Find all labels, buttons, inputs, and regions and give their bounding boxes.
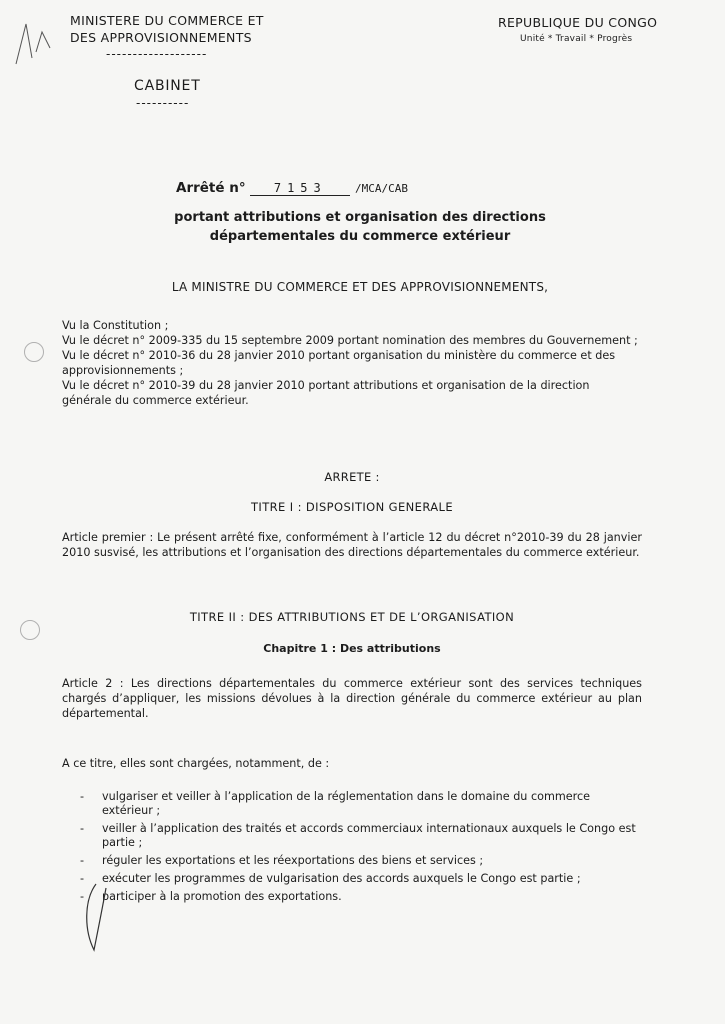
list-item: - réguler les exportations et les réexportations des biens et services ; [80,854,484,867]
article-2-text: : Les directions départementales du commerce extérieur sont des services techniques chargés d’appliquer, les missions dévolues à la direction générale du commerce extérieur au plan départemental. [62,677,642,720]
minister-heading: LA MINISTRE DU COMMERCE ET DES APPROVISIONNEMENTS, [171,280,549,294]
visa-item: Vu le décret n° 2010-36 du 28 janvier 2010 portant organisation du ministère du commerce et des approvisionnements ; [62,349,616,377]
visa-item: Vu la Constitution ; [62,319,169,332]
arrete-label: Arrêté n° [176,180,246,196]
ministry-header [70,12,330,63]
ministry-line2: DES APPROVISIONNEMENTS [70,30,252,45]
subject-line2: départementales du commerce extérieur [209,229,511,244]
ministry-line1: MINISTERE DU COMMERCE ET [70,13,264,28]
tasks-list [80,790,642,908]
article-1-text: : Le présent arrêté fixe, conformément à l’article 12 du décret n°2010-39 du 28 janvier 2010 susvisé, les attributions et l’organisation des directions départementales du commerce extérieur. [62,531,642,559]
list-item: - veiller à l’application des traités et accords commerciaux internationaux auxquels le Congo est partie ; [80,822,636,849]
ministry-dashes: ------------------- [106,47,208,61]
republic-title: REPUBLIQUE DU CONGO [498,15,658,30]
arrete-number-line [176,180,408,196]
subject-line1: portant attributions et organisation des directions [174,210,546,225]
cabinet-dashes: ---------- [136,96,190,110]
handwritten-initials [6,14,54,74]
article-1 [62,530,642,560]
tasks-intro: A ce titre, elles sont chargées, notamment, de : [62,757,330,770]
punch-hole-bottom [20,620,40,640]
list-item: - participer à la promotion des exportations. [80,890,342,903]
punch-hole-top [24,342,44,362]
list-item: - vulgariser et veiller à l’application de la réglementation dans le domaine du commerce extérieur ; [80,790,591,817]
visa-item: Vu le décret n° 2010-39 du 28 janvier 2010 portant attributions et organisation de la direction générale du commerce extérieur. [62,379,590,407]
titre-1-heading: TITRE I : DISPOSITION GENERALE [251,500,453,514]
republic-motto: Unité * Travail * Progrès [520,34,633,44]
titre-2-heading: TITRE II : DES ATTRIBUTIONS ET DE L’ORGANISATION [189,610,515,624]
handwritten-paraphe [76,880,116,960]
article-2 [62,676,642,721]
arrete-reference: /MCA/CAB [355,182,408,195]
visas-block [62,318,642,408]
visa-item: Vu le décret n° 2009-335 du 15 septembre 2009 portant nomination des membres du Gouvernement ; [62,334,638,347]
chapitre-1-heading: Chapitre 1 : Des attributions [263,642,441,655]
arrete-number: 7153 [250,181,350,196]
arrete-subject [130,208,590,246]
list-item: - exécuter les programmes de vulgarisation des accords auxquels le Congo est partie ; [80,872,581,885]
article-1-label: Article premier [62,531,146,544]
cabinet-label: CABINET [134,78,201,94]
arrete-heading: ARRETE : [324,470,380,484]
article-2-label: Article 2 [62,677,113,690]
